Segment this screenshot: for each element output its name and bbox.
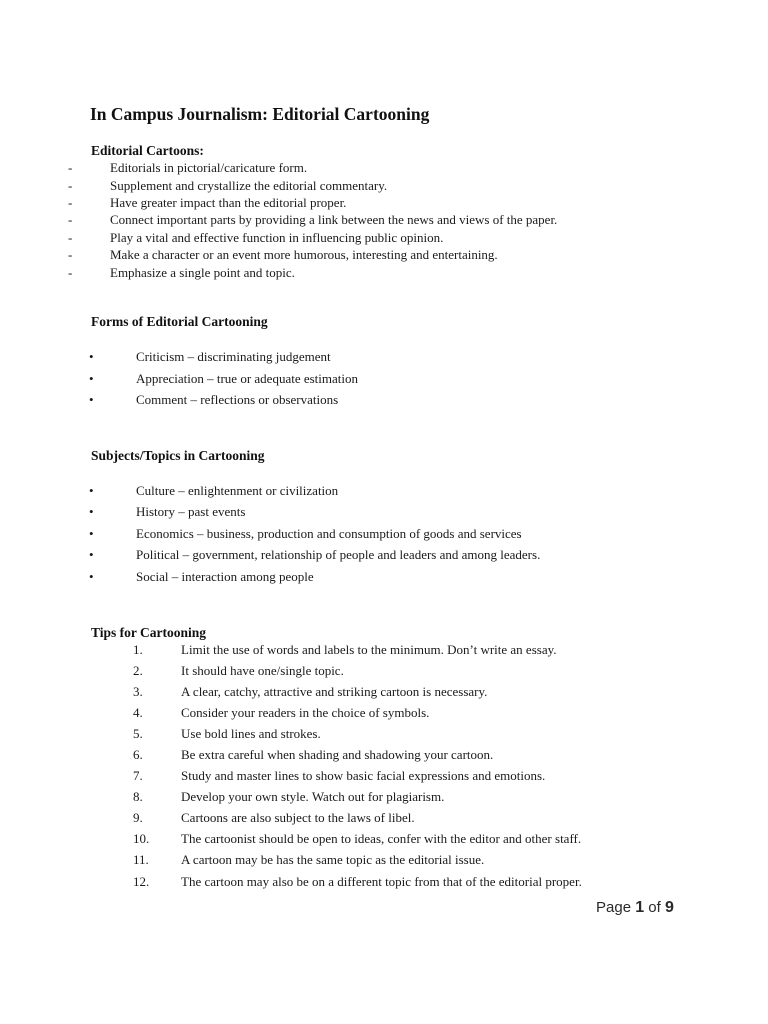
list-item: Economics – business, production and consumption of goods and services — [136, 526, 522, 541]
dash-marker: - — [68, 178, 73, 193]
bullet-marker: • — [89, 547, 94, 562]
list-number: 2. — [133, 663, 143, 678]
bullet-marker: • — [89, 392, 94, 407]
list-number: 11. — [133, 852, 149, 867]
section-heading-subjects: Subjects/Topics in Cartooning — [91, 448, 265, 463]
dash-marker: - — [68, 160, 73, 175]
list-number: 7. — [133, 768, 143, 783]
list-item: Be extra careful when shading and shadowing your cartoon. — [181, 747, 494, 762]
section-heading-tips: Tips for Cartooning — [91, 625, 207, 640]
list-item: Editorials in pictorial/caricature form. — [110, 160, 308, 175]
list-item: It should have one/single topic. — [181, 663, 344, 678]
page-total: 9 — [664, 899, 674, 916]
page-title: In Campus Journalism: Editorial Cartooning — [90, 104, 430, 124]
list-number: 10. — [133, 831, 150, 846]
page-indicator — [596, 899, 674, 917]
list-number: 9. — [133, 810, 143, 825]
list-item: A clear, catchy, attractive and striking cartoon is necessary. — [181, 684, 488, 699]
page-label: Page — [596, 899, 632, 916]
list-item: The cartoon may also be on a different topic from that of the editorial proper. — [181, 874, 582, 889]
list-item: The cartoonist should be open to ideas, confer with the editor and other staff. — [181, 831, 582, 846]
list-number: 6. — [133, 747, 143, 762]
list-item: Limit the use of words and labels to the minimum. Don’t write an essay. — [181, 642, 557, 657]
list-item: Social – interaction among people — [136, 569, 314, 584]
bullet-marker: • — [89, 569, 94, 584]
list-item: Consider your readers in the choice of symbols. — [181, 705, 430, 720]
dash-marker: - — [68, 195, 73, 210]
list-item: Connect important parts by providing a link between the news and views of the paper. — [110, 212, 558, 227]
bullet-marker: • — [89, 483, 94, 498]
section-heading-editorial-cartoons: Editorial Cartoons: — [91, 143, 204, 158]
list-number: 3. — [133, 684, 143, 699]
dash-marker: - — [68, 265, 73, 280]
list-item: History – past events — [136, 504, 246, 519]
list-item: Emphasize a single point and topic. — [110, 265, 295, 280]
list-item: A cartoon may be has the same topic as the editorial issue. — [181, 852, 485, 867]
list-item: Comment – reflections or observations — [136, 392, 339, 407]
bullet-marker: • — [89, 504, 94, 519]
list-item: Study and master lines to show basic facial expressions and emotions. — [181, 768, 546, 783]
page-of-label: of — [648, 899, 661, 916]
dash-marker: - — [68, 212, 73, 227]
list-number: 4. — [133, 705, 143, 720]
list-item: Use bold lines and strokes. — [181, 726, 321, 741]
bullet-marker: • — [89, 349, 94, 364]
bullet-marker: • — [89, 526, 94, 541]
bullet-marker: • — [89, 371, 94, 386]
list-number: 12. — [133, 874, 150, 889]
list-item: Culture – enlightenment or civilization — [136, 483, 339, 498]
list-item: Criticism – discriminating judgement — [136, 349, 331, 364]
dash-marker: - — [68, 247, 73, 262]
list-item: Develop your own style. Watch out for plagiarism. — [181, 789, 445, 804]
section-heading-forms: Forms of Editorial Cartooning — [91, 314, 268, 329]
list-item: Political – government, relationship of people and leaders and among leaders. — [136, 547, 541, 562]
dash-marker: - — [68, 230, 73, 245]
list-item: Cartoons are also subject to the laws of libel. — [181, 810, 415, 825]
list-item: Make a character or an event more humorous, interesting and entertaining. — [110, 247, 498, 262]
list-number: 8. — [133, 789, 143, 804]
list-item: Have greater impact than the editorial proper. — [110, 195, 347, 210]
list-number: 5. — [133, 726, 143, 741]
list-item: Play a vital and effective function in influencing public opinion. — [110, 230, 444, 245]
list-number: 1. — [133, 642, 143, 657]
page-current: 1 — [635, 899, 645, 916]
list-item: Supplement and crystallize the editorial commentary. — [110, 178, 388, 193]
list-item: Appreciation – true or adequate estimation — [136, 371, 359, 386]
